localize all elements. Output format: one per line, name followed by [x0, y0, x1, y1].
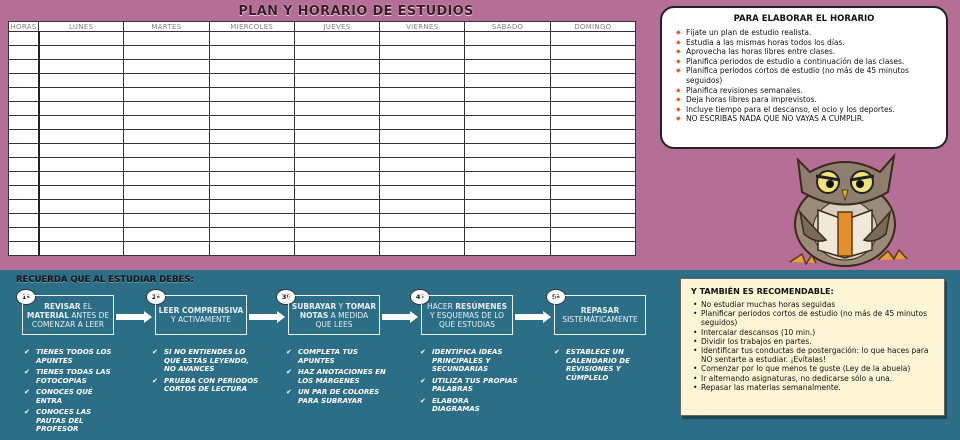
schedule-cell[interactable] [209, 88, 294, 102]
schedule-cell[interactable] [550, 116, 635, 130]
schedule-row [9, 32, 636, 46]
schedule-cell[interactable] [124, 102, 209, 116]
schedule-hour-cell[interactable] [9, 88, 39, 102]
schedule-row [9, 228, 636, 242]
col-header-viernes: VIERNES [380, 22, 465, 32]
schedule-cell[interactable] [550, 158, 635, 172]
schedule-row [9, 116, 636, 130]
schedule-cell[interactable] [124, 60, 209, 74]
schedule-cell[interactable] [380, 200, 465, 214]
schedule-row [9, 130, 636, 144]
schedule-cell[interactable] [209, 32, 294, 46]
check-item: ✔ COMPLETA TUS APUNTES [286, 348, 386, 365]
schedule-cell[interactable] [124, 158, 209, 172]
schedule-cell[interactable] [294, 46, 379, 60]
step-1-badge: 1º [16, 289, 36, 305]
check-item: ✔ SI NO ENTIENDES LO QUE ESTÁS LEYENDO, NO AVANCES [152, 348, 260, 374]
schedule-cell[interactable] [380, 74, 465, 88]
check-item: ✔ CONOCES LAS PAUTAS DEL PROFESOR [24, 408, 112, 434]
step-5-badge: 5º [546, 289, 566, 305]
schedule-cell[interactable] [39, 172, 124, 186]
schedule-cell[interactable] [550, 214, 635, 228]
check-item: ✔ TIENES TODAS LAS FOTOCOPIAS [24, 368, 112, 385]
schedule-hour-cell[interactable] [9, 46, 39, 60]
schedule-row [9, 60, 636, 74]
schedule-cell[interactable] [294, 74, 379, 88]
schedule-cell[interactable] [550, 74, 635, 88]
schedule-cell[interactable] [124, 200, 209, 214]
schedule-cell[interactable] [380, 158, 465, 172]
schedule-hour-cell[interactable] [9, 116, 39, 130]
schedule-cell[interactable] [124, 214, 209, 228]
schedule-cell[interactable] [209, 158, 294, 172]
schedule-row [9, 200, 636, 214]
schedule-cell[interactable] [465, 242, 550, 256]
owl-reading-icon [770, 142, 920, 272]
col-header-lunes: LUNES [39, 22, 124, 32]
step-3-box [288, 295, 380, 335]
schedule-cell[interactable] [209, 228, 294, 242]
schedule-cell[interactable] [209, 74, 294, 88]
step-4-box [421, 295, 513, 335]
schedule-cell[interactable] [380, 116, 465, 130]
schedule-cell[interactable] [380, 172, 465, 186]
schedule-cell[interactable] [294, 158, 379, 172]
schedule-cell[interactable] [39, 60, 124, 74]
schedule-cell[interactable] [294, 172, 379, 186]
schedule-cell[interactable] [209, 172, 294, 186]
schedule-cell[interactable] [294, 144, 379, 158]
schedule-cell[interactable] [294, 186, 379, 200]
schedule-hour-cell[interactable] [9, 158, 39, 172]
step-4-badge: 4º [410, 289, 430, 305]
page-title: PLAN Y HORARIO DE ESTUDIOS [238, 4, 474, 19]
schedule-cell[interactable] [380, 242, 465, 256]
remember-title: RECUERDA QUE AL ESTUDIAR DEBES: [16, 275, 194, 285]
schedule-cell[interactable] [465, 130, 550, 144]
schedule-cell[interactable] [124, 172, 209, 186]
tips-list [662, 28, 946, 124]
schedule-cell[interactable] [380, 32, 465, 46]
schedule-hour-cell[interactable] [9, 130, 39, 144]
schedule-hour-cell[interactable] [9, 74, 39, 88]
tip-item: ◆ Incluye tiempo para el descanso, el ocio y los deportes. [676, 105, 938, 115]
recommended-item: • Repasar las materias semanalmente. [691, 383, 936, 392]
schedule-cell[interactable] [294, 102, 379, 116]
step-1-box [22, 295, 114, 335]
step-5-text: REPASAR SISTEMÁTICAMENTE [562, 306, 638, 324]
schedule-cell[interactable] [380, 88, 465, 102]
tip-item: ◆ Estudia a las mismas horas todos los días. [676, 38, 938, 48]
step-2-text: LEER COMPRENSIVA Y ACTIVAMENTE [158, 306, 244, 324]
check-item: ✔ ESTABLECE UN CALENDARIO DE REVISIONES Y CÚMPLELO [554, 348, 644, 382]
schedule-row [9, 74, 636, 88]
schedule-cell[interactable] [39, 130, 124, 144]
schedule-cell[interactable] [124, 74, 209, 88]
schedule-cell[interactable] [465, 158, 550, 172]
schedule-header-row [9, 22, 636, 32]
check-item: ✔ TIENES TODOS LOS APUNTES [24, 348, 112, 365]
schedule-cell[interactable] [550, 228, 635, 242]
schedule-hour-cell[interactable] [9, 144, 39, 158]
step-3-badge: 3º [276, 289, 296, 305]
schedule-cell[interactable] [39, 46, 124, 60]
schedule-row [9, 144, 636, 158]
schedule-cell[interactable] [209, 102, 294, 116]
schedule-cell[interactable] [294, 228, 379, 242]
schedule-cell[interactable] [465, 102, 550, 116]
tip-item: ◆ Planifica periodos cortos de estudio (no más de 45 minutos seguidos) [676, 66, 938, 85]
schedule-cell[interactable] [209, 186, 294, 200]
schedule-cell[interactable] [124, 228, 209, 242]
step-2-box [155, 295, 247, 335]
schedule-cell[interactable] [124, 116, 209, 130]
schedule-hour-cell[interactable] [9, 200, 39, 214]
schedule-cell[interactable] [380, 144, 465, 158]
schedule-hour-cell[interactable] [9, 242, 39, 256]
recommended-item: • Dividir los trabajos en partes. [691, 337, 936, 346]
schedule-cell[interactable] [380, 186, 465, 200]
schedule-cell[interactable] [294, 214, 379, 228]
step-1-checklist [24, 348, 112, 437]
check-item: ✔ UN PAR DE COLORES PARA SUBRAYAR [286, 388, 386, 405]
schedule-cell[interactable] [124, 186, 209, 200]
arrow-right-icon [247, 311, 287, 323]
schedule-body [9, 32, 636, 256]
schedule-cell[interactable] [465, 214, 550, 228]
schedule-cell[interactable] [465, 74, 550, 88]
schedule-row [9, 172, 636, 186]
schedule-row [9, 186, 636, 200]
schedule-cell[interactable] [380, 102, 465, 116]
schedule-cell[interactable] [39, 74, 124, 88]
schedule-cell[interactable] [39, 158, 124, 172]
schedule-row [9, 242, 636, 256]
schedule-cell[interactable] [550, 242, 635, 256]
schedule-cell[interactable] [209, 242, 294, 256]
col-header-martes: MARTES [124, 22, 209, 32]
step-1-text: REVISAR EL MATERIAL ANTES DE COMENZAR A LEER [26, 301, 110, 329]
step-4-checklist [420, 348, 518, 417]
schedule-cell[interactable] [294, 130, 379, 144]
tip-item: ◆ Planifica revisiones semanales. [676, 86, 938, 96]
schedule-cell[interactable] [39, 214, 124, 228]
schedule-cell[interactable] [39, 144, 124, 158]
recommended-item: • Ir alternando asignaturas, no dedicarse sólo a una. [691, 374, 936, 383]
schedule-cell[interactable] [380, 214, 465, 228]
schedule-row [9, 158, 636, 172]
step-5-box [554, 295, 646, 335]
schedule-cell[interactable] [550, 32, 635, 46]
check-item: ✔ PRUEBA CON PERIODOS CORTOS DE LECTURA [152, 377, 260, 394]
schedule-cell[interactable] [124, 144, 209, 158]
schedule-cell[interactable] [124, 242, 209, 256]
schedule-cell[interactable] [465, 116, 550, 130]
schedule-cell[interactable] [380, 46, 465, 60]
schedule-hour-cell[interactable] [9, 172, 39, 186]
schedule-cell[interactable] [465, 60, 550, 74]
tips-card [660, 6, 948, 149]
tip-item: ◆ Aprovecha las horas libres entre clases. [676, 47, 938, 57]
schedule-cell[interactable] [550, 144, 635, 158]
schedule-hour-cell[interactable] [9, 32, 39, 46]
check-item: ✔ UTILIZA TUS PROPIAS PALABRAS [420, 377, 518, 394]
step-2-badge: 2º [146, 289, 166, 305]
schedule-cell[interactable] [550, 130, 635, 144]
schedule-cell[interactable] [39, 88, 124, 102]
schedule-cell[interactable] [209, 46, 294, 60]
schedule-cell[interactable] [550, 46, 635, 60]
schedule-cell[interactable] [465, 228, 550, 242]
schedule-cell[interactable] [465, 172, 550, 186]
schedule-hour-cell[interactable] [9, 102, 39, 116]
schedule-cell[interactable] [550, 102, 635, 116]
schedule-cell[interactable] [380, 130, 465, 144]
schedule-cell[interactable] [39, 116, 124, 130]
step-3-checklist [286, 348, 386, 408]
schedule-hour-cell[interactable] [9, 228, 39, 242]
schedule-row [9, 214, 636, 228]
schedule-cell[interactable] [39, 32, 124, 46]
schedule-cell[interactable] [294, 242, 379, 256]
schedule-cell[interactable] [39, 102, 124, 116]
schedule-hour-cell[interactable] [9, 214, 39, 228]
schedule-cell[interactable] [465, 186, 550, 200]
schedule-cell[interactable] [39, 228, 124, 242]
schedule-cell[interactable] [550, 88, 635, 102]
tip-item: ◆ Deja horas libres para imprevistos. [676, 95, 938, 105]
schedule-cell[interactable] [209, 116, 294, 130]
schedule-cell[interactable] [124, 130, 209, 144]
schedule-cell[interactable] [294, 32, 379, 46]
schedule-cell[interactable] [380, 60, 465, 74]
col-header-jueves: JUEVES [294, 22, 379, 32]
schedule-row [9, 88, 636, 102]
schedule-cell[interactable] [209, 214, 294, 228]
col-header-miercoles: MIÉRCOLES [209, 22, 294, 32]
check-item: ✔ IDENTIFICA IDEAS PRINCIPALES Y SECUNDARIAS [420, 348, 518, 374]
schedule-cell[interactable] [39, 186, 124, 200]
schedule-cell[interactable] [294, 200, 379, 214]
schedule-cell[interactable] [124, 32, 209, 46]
schedule-cell[interactable] [209, 200, 294, 214]
step-2-checklist [152, 348, 260, 397]
recommended-item: • Intercalar descansos (10 min.) [691, 328, 936, 337]
schedule-cell[interactable] [550, 60, 635, 74]
schedule-cell[interactable] [209, 130, 294, 144]
schedule-hour-cell[interactable] [9, 186, 39, 200]
schedule-cell[interactable] [294, 60, 379, 74]
schedule-cell[interactable] [465, 32, 550, 46]
recommended-item: • Comenzar por lo que menos te guste (Ley de la abuela) [691, 364, 936, 373]
recommended-note [680, 278, 945, 416]
tip-item: ◆ NO ESCRIBAS NADA QUE NO VAYAS A CUMPLIR. [676, 114, 938, 124]
schedule-cell[interactable] [465, 88, 550, 102]
check-item: ✔ ELABORA DIAGRAMAS [420, 397, 518, 414]
check-item: ✔ HAZ ANOTACIONES EN LOS MÁRGENES [286, 368, 386, 385]
schedule-cell[interactable] [294, 88, 379, 102]
schedule-cell[interactable] [39, 242, 124, 256]
schedule-cell[interactable] [294, 116, 379, 130]
step-3-text: SUBRAYAR Y TOMAR NOTAS A MEDIDA QUE LEES [291, 301, 377, 329]
schedule-cell[interactable] [465, 144, 550, 158]
step-4-text: HACER RESÚMENES Y ESQUEMAS DE LO QUE ESTUDIAS [427, 301, 507, 329]
tips-title: PARA ELABORAR EL HORARIO [733, 14, 875, 24]
schedule-cell[interactable] [550, 200, 635, 214]
recommended-item: • No estudiar muchas horas seguidas [691, 300, 936, 309]
recommended-item: • Identificar tus conductas de postergación: lo que haces para NO sentarte a estudiar. ¡Evítalas! [691, 346, 936, 364]
schedule-cell[interactable] [39, 200, 124, 214]
check-item: ✔ CONOCES QUÉ ENTRA [24, 388, 112, 405]
schedule-cell[interactable] [380, 228, 465, 242]
schedule-cell[interactable] [209, 60, 294, 74]
arrow-right-icon [513, 311, 553, 323]
schedule-row [9, 102, 636, 116]
schedule-row [9, 46, 636, 60]
recommended-list [691, 300, 936, 392]
tip-item: ◆ Planifica periodos de estudio a continuación de las clases. [676, 57, 938, 67]
recommended-title: Y TAMBIÉN ES RECOMENDABLE: [691, 287, 834, 296]
schedule-cell[interactable] [550, 186, 635, 200]
arrow-right-icon [114, 311, 154, 323]
schedule-cell[interactable] [209, 144, 294, 158]
col-header-sabado: SÁBADO [465, 22, 550, 32]
col-header-domingo: DOMINGO [550, 22, 635, 32]
arrow-right-icon [380, 311, 420, 323]
schedule-table [8, 21, 636, 256]
schedule-cell[interactable] [465, 200, 550, 214]
step-5-checklist [554, 348, 644, 385]
schedule-cell[interactable] [465, 46, 550, 60]
schedule-cell[interactable] [124, 46, 209, 60]
schedule-cell[interactable] [124, 88, 209, 102]
recommended-item: • Planificar periodos cortos de estudio (no más de 45 minutos seguidos) [691, 309, 936, 327]
schedule-hour-cell[interactable] [9, 60, 39, 74]
schedule-cell[interactable] [550, 172, 635, 186]
tip-item: ◆ Fíjate un plan de estudio realista. [676, 28, 938, 38]
col-header-horas: HORAS [10, 22, 37, 31]
